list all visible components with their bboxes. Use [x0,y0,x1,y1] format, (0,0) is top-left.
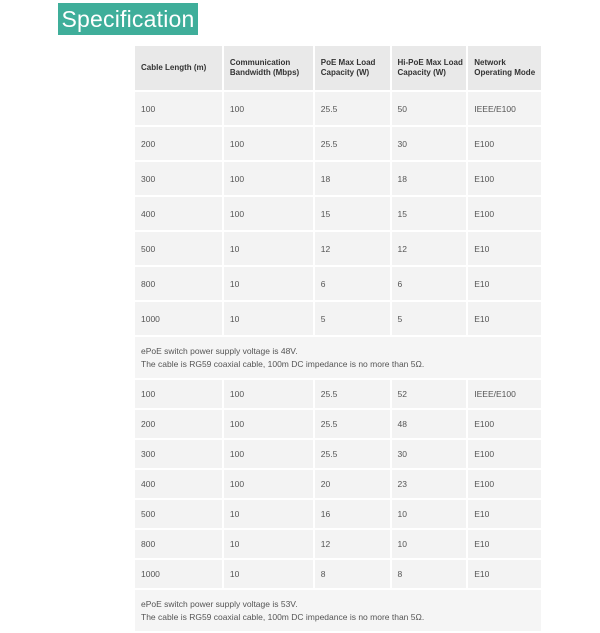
header-bandwidth: Communication Bandwidth (Mbps) [224,46,313,90]
table-row [135,302,541,335]
table-row [135,127,541,160]
table-cell: E10 [468,232,541,265]
table-cell: 23 [392,470,467,498]
specification-table [133,44,543,633]
table-cell: 18 [315,162,390,195]
group1-body [135,92,541,335]
table-cell: 100 [224,92,313,125]
table-row [135,530,541,558]
table-cell: 48 [392,410,467,438]
table-cell: 800 [135,267,222,300]
table-cell: E100 [468,127,541,160]
table-cell: 50 [392,92,467,125]
table-cell: E10 [468,560,541,588]
table-cell: 10 [224,530,313,558]
table-cell: 400 [135,470,222,498]
table-row [135,560,541,588]
table-cell: E100 [468,162,541,195]
table-row [135,470,541,498]
table-row [135,162,541,195]
table-cell: E10 [468,500,541,528]
table-cell: E100 [468,470,541,498]
table-row [135,197,541,230]
table-cell: 25.5 [315,380,390,408]
table-cell: 12 [315,232,390,265]
table-cell: IEEE/E100 [468,380,541,408]
table-cell: 400 [135,197,222,230]
table-cell: 30 [392,440,467,468]
table-cell: 10 [224,500,313,528]
table-cell: 12 [392,232,467,265]
table-cell: 8 [315,560,390,588]
table-cell: 1000 [135,560,222,588]
group2-note-line: ePoE switch power supply voltage is 53V. [141,598,298,609]
table-cell: 18 [392,162,467,195]
table-cell: 800 [135,530,222,558]
table-cell: E10 [468,302,541,335]
table-cell: 200 [135,410,222,438]
table-cell: 25.5 [315,127,390,160]
table-row [135,267,541,300]
table-cell: 8 [392,560,467,588]
table-cell: 100 [224,162,313,195]
group1-note [135,337,541,378]
header-network-mode: Network Operating Mode [468,46,541,90]
table-cell: 100 [224,440,313,468]
table-cell: 200 [135,127,222,160]
table-cell: 30 [392,127,467,160]
group1-note-line: ePoE switch power supply voltage is 48V. [141,345,298,356]
table-row [135,500,541,528]
table-cell: 100 [224,410,313,438]
table-cell: 15 [392,197,467,230]
table-cell: 5 [392,302,467,335]
table-cell: 15 [315,197,390,230]
specification-table-container [133,44,543,633]
table-cell: 10 [392,500,467,528]
table-cell: 1000 [135,302,222,335]
table-cell: 10 [224,302,313,335]
table-cell: 10 [224,232,313,265]
table-cell: 10 [224,560,313,588]
table-cell: 25.5 [315,92,390,125]
table-cell: IEEE/E100 [468,92,541,125]
table-cell: 100 [224,127,313,160]
table-cell: E10 [468,530,541,558]
table-cell: E100 [468,440,541,468]
table-cell: 500 [135,232,222,265]
table-cell: 20 [315,470,390,498]
table-cell: 100 [224,380,313,408]
table-cell: 10 [224,267,313,300]
group1-note-row [135,337,541,378]
table-cell: 100 [224,470,313,498]
table-cell: E100 [468,410,541,438]
table-row [135,410,541,438]
table-cell: 12 [315,530,390,558]
table-cell: 25.5 [315,410,390,438]
header-cable-length: Cable Length (m) [135,46,222,90]
table-cell: 300 [135,440,222,468]
table-cell: 300 [135,162,222,195]
specification-banner: Specification [58,3,198,35]
table-row [135,380,541,408]
table-header-row [135,46,541,90]
table-cell: E10 [468,267,541,300]
table-cell: E100 [468,197,541,230]
group2-note-line: The cable is RG59 coaxial cable, 100m DC impedance is no more than 5Ω. [141,611,425,622]
table-cell: 5 [315,302,390,335]
table-cell: 16 [315,500,390,528]
table-cell: 10 [392,530,467,558]
group1-note-line: The cable is RG59 coaxial cable, 100m DC impedance is no more than 5Ω. [141,358,425,369]
group2-note [135,590,541,631]
header-hi-poe-max-load: Hi-PoE Max Load Capacity (W) [392,46,467,90]
table-cell: 100 [135,92,222,125]
table-cell: 52 [392,380,467,408]
table-cell: 6 [315,267,390,300]
table-row [135,92,541,125]
table-cell: 25.5 [315,440,390,468]
table-cell: 100 [135,380,222,408]
table-cell: 100 [224,197,313,230]
group2-body [135,380,541,588]
header-poe-max-load: PoE Max Load Capacity (W) [315,46,390,90]
table-row [135,440,541,468]
group2-note-row [135,590,541,631]
table-cell: 500 [135,500,222,528]
table-row [135,232,541,265]
table-cell: 6 [392,267,467,300]
